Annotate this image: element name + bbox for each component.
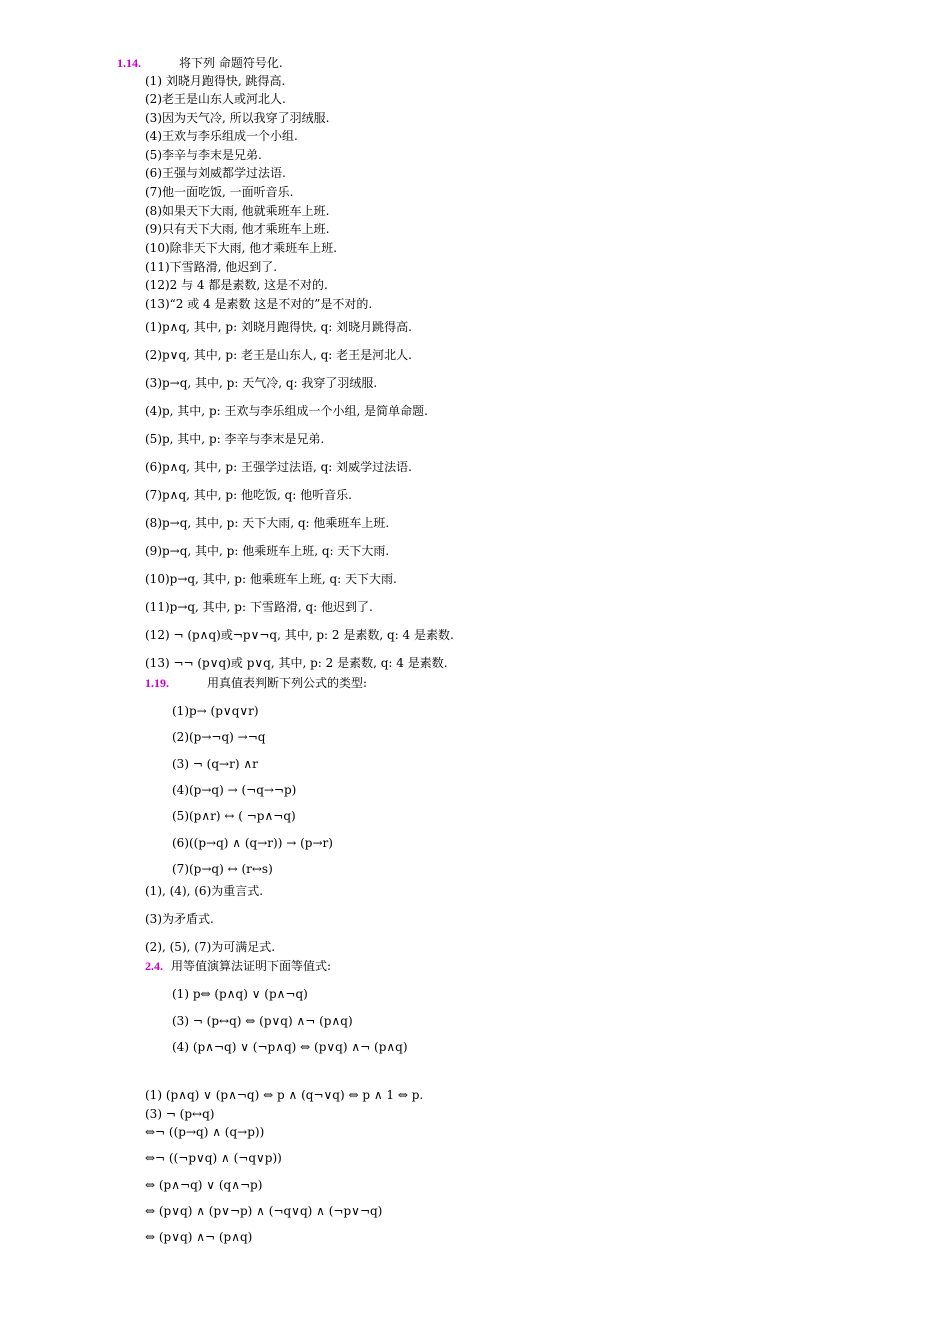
proof-line: ⇔¬ ((p→q) ∧ (q→p)) (145, 1125, 265, 1139)
formula: (1)p→ (p∨q∨r) (172, 704, 259, 718)
item: (4)王欢与李乐组成一个小组. (145, 129, 298, 143)
answer: (10)p→q, 其中, p: 他乘班车上班, q: 天下大雨. (145, 572, 397, 586)
proof-line: ⇔¬ ((¬p∨q) ∧ (¬q∨p)) (145, 1151, 282, 1165)
answer: (7)p∧q, 其中, p: 他吃饭, q: 他听音乐. (145, 488, 352, 502)
item: (5)李辛与李末是兄弟. (145, 148, 262, 162)
item: (3)因为天气冷, 所以我穿了羽绒服. (145, 111, 330, 125)
answer: (12) ¬ (p∧q)或¬p∨¬q, 其中, p: 2 是素数, q: 4 是素数. (145, 628, 454, 642)
answer: (9)p→q, 其中, p: 他乘班车上班, q: 天下大雨. (145, 544, 390, 558)
problem-number: 1.14. (117, 56, 141, 70)
proof-line: (3) ¬ (p↔q) (145, 1107, 215, 1121)
formula: (3) ¬ (q→r) ∧r (172, 757, 258, 771)
formula: (2)(p→¬q) →¬q (172, 730, 266, 744)
formula: (4)(p→q) → (¬q→¬p) (172, 783, 297, 797)
problem-title: 用真值表判断下列公式的类型: (207, 676, 368, 690)
answer: (1), (4), (6)为重言式. (145, 884, 264, 898)
item: (13)“2 或 4 是素数 这是不对的”是不对的. (145, 297, 373, 311)
answer: (4)p, 其中, p: 王欢与李乐组成一个小组, 是简单命题. (145, 404, 428, 418)
heading-2-4 (145, 959, 331, 973)
answer: (11)p→q, 其中, p: 下雪路滑, q: 他迟到了. (145, 600, 373, 614)
item: (9)只有天下大雨, 他才乘班车上班. (145, 222, 330, 236)
proof-line: ⇔ (p∨q) ∧ (p∨¬p) ∧ (¬q∨q) ∧ (¬p∨¬q) (145, 1204, 383, 1218)
problem-title: 将下列 命题符号化. (179, 56, 283, 70)
problem-title: 用等值演算法证明下面等值式: (171, 959, 332, 973)
answer: (1)p∧q, 其中, p: 刘晓月跑得快, q: 刘晓月跳得高. (145, 320, 412, 334)
answer: (8)p→q, 其中, p: 天下大雨, q: 他乘班车上班. (145, 516, 390, 530)
answer: (6)p∧q, 其中, p: 王强学过法语, q: 刘威学过法语. (145, 460, 412, 474)
answer: (2)p∨q, 其中, p: 老王是山东人, q: 老王是河北人. (145, 348, 412, 362)
proof-line: (1) (p∧q) ∨ (p∧¬q) ⇔ p ∧ (q¬∨q) ⇔ p ∧ 1 ⇔ p. (145, 1088, 424, 1102)
answer: (3)p→q, 其中, p: 天气冷, q: 我穿了羽绒服. (145, 376, 378, 390)
formula: (1) p⇔ (p∧q) ∨ (p∧¬q) (172, 987, 308, 1001)
heading-1-14 (117, 56, 283, 70)
item: (7)他一面吃饭, 一面听音乐. (145, 185, 294, 199)
formula: (7)(p→q) ↔ (r↔s) (172, 862, 273, 876)
item: (10)除非天下大雨, 他才乘班车上班. (145, 241, 338, 255)
problem-number: 1.19. (145, 676, 169, 690)
formula: (5)(p∧r) ↔ ( ¬p∧¬q) (172, 809, 296, 823)
item: (6)王强与刘威都学过法语. (145, 166, 286, 180)
answer: (13) ¬¬ (p∨q)或 p∨q, 其中, p: 2 是素数, q: 4 是素数. (145, 656, 448, 670)
formula: (4) (p∧¬q) ∨ (¬p∧q) ⇔ (p∨q) ∧¬ (p∧q) (172, 1040, 408, 1054)
formula: (6)((p→q) ∧ (q→r)) → (p→r) (172, 836, 333, 850)
item: (12)2 与 4 都是素数, 这是不对的. (145, 278, 328, 292)
proof-line: ⇔ (p∧¬q) ∨ (q∧¬p) (145, 1178, 263, 1192)
item: (2)老王是山东人或河北人. (145, 92, 286, 106)
item: (8)如果天下大雨, 他就乘班车上班. (145, 204, 330, 218)
answer: (2), (5), (7)为可满足式. (145, 940, 276, 954)
answer: (3)为矛盾式. (145, 912, 214, 926)
item: (11)下雪路滑, 他迟到了. (145, 260, 278, 274)
formula: (3) ¬ (p↔q) ⇔ (p∨q) ∧¬ (p∧q) (172, 1014, 353, 1028)
heading-1-19 (145, 676, 367, 690)
item: (1) 刘晓月跑得快, 跳得高. (145, 74, 286, 88)
answer: (5)p, 其中, p: 李辛与李末是兄弟. (145, 432, 325, 446)
proof-line: ⇔ (p∨q) ∧¬ (p∧q) (145, 1230, 253, 1244)
problem-number: 2.4. (145, 959, 163, 973)
